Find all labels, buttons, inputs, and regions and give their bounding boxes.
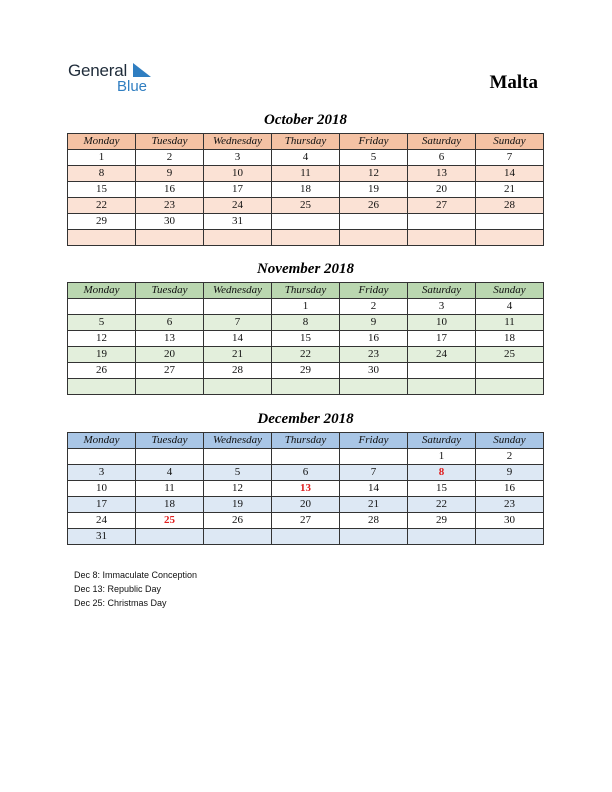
empty-day-cell bbox=[408, 379, 476, 395]
day-cell: 13 bbox=[272, 481, 340, 497]
weekday-header: Sunday bbox=[476, 134, 544, 150]
day-cell: 26 bbox=[68, 363, 136, 379]
week-row bbox=[68, 182, 544, 198]
day-cell: 17 bbox=[408, 331, 476, 347]
day-cell: 25 bbox=[476, 347, 544, 363]
weekday-header: Thursday bbox=[272, 134, 340, 150]
empty-day-cell bbox=[204, 449, 272, 465]
weekday-header: Thursday bbox=[272, 283, 340, 299]
day-cell: 12 bbox=[68, 331, 136, 347]
holiday-note: Dec 8: Immaculate Conception bbox=[74, 570, 198, 580]
day-cell: 19 bbox=[204, 497, 272, 513]
weekday-header: Sunday bbox=[476, 433, 544, 449]
day-cell: 28 bbox=[204, 363, 272, 379]
empty-day-cell bbox=[408, 363, 476, 379]
day-cell: 7 bbox=[204, 315, 272, 331]
day-cell: 27 bbox=[272, 513, 340, 529]
day-cell: 8 bbox=[272, 315, 340, 331]
empty-day-cell bbox=[272, 230, 340, 246]
day-cell: 29 bbox=[68, 214, 136, 230]
day-cell: 23 bbox=[340, 347, 408, 363]
empty-day-cell bbox=[68, 299, 136, 315]
day-cell: 22 bbox=[272, 347, 340, 363]
week-row bbox=[68, 331, 544, 347]
day-cell: 6 bbox=[136, 315, 204, 331]
day-cell: 26 bbox=[204, 513, 272, 529]
empty-day-cell bbox=[340, 214, 408, 230]
day-cell: 4 bbox=[272, 150, 340, 166]
week-row bbox=[68, 449, 544, 465]
day-cell: 26 bbox=[340, 198, 408, 214]
empty-day-cell bbox=[476, 214, 544, 230]
empty-day-cell bbox=[476, 363, 544, 379]
day-cell: 15 bbox=[68, 182, 136, 198]
day-cell: 1 bbox=[408, 449, 476, 465]
day-cell: 28 bbox=[476, 198, 544, 214]
day-cell: 4 bbox=[136, 465, 204, 481]
empty-day-cell bbox=[204, 230, 272, 246]
empty-day-cell bbox=[340, 379, 408, 395]
day-cell: 2 bbox=[476, 449, 544, 465]
empty-day-cell bbox=[68, 449, 136, 465]
empty-day-cell bbox=[204, 379, 272, 395]
day-cell: 29 bbox=[272, 363, 340, 379]
day-cell: 17 bbox=[204, 182, 272, 198]
day-cell: 10 bbox=[408, 315, 476, 331]
day-cell: 8 bbox=[408, 465, 476, 481]
day-cell: 20 bbox=[408, 182, 476, 198]
day-cell: 22 bbox=[408, 497, 476, 513]
empty-day-cell bbox=[204, 529, 272, 545]
month-title-november: November 2018 bbox=[256, 261, 355, 277]
day-cell: 4 bbox=[476, 299, 544, 315]
day-cell: 23 bbox=[476, 497, 544, 513]
week-row bbox=[68, 363, 544, 379]
weekday-header: Wednesday bbox=[204, 134, 272, 150]
day-cell: 20 bbox=[272, 497, 340, 513]
empty-day-cell bbox=[272, 449, 340, 465]
day-cell: 30 bbox=[476, 513, 544, 529]
weekday-header: Monday bbox=[68, 433, 136, 449]
empty-day-cell bbox=[272, 214, 340, 230]
day-cell: 20 bbox=[136, 347, 204, 363]
day-cell: 2 bbox=[136, 150, 204, 166]
day-cell: 15 bbox=[408, 481, 476, 497]
day-cell: 18 bbox=[476, 331, 544, 347]
empty-day-cell bbox=[272, 379, 340, 395]
weekday-header: Friday bbox=[340, 134, 408, 150]
week-row bbox=[68, 315, 544, 331]
empty-day-cell bbox=[136, 449, 204, 465]
empty-day-cell bbox=[408, 529, 476, 545]
weekday-header: Wednesday bbox=[204, 433, 272, 449]
week-row bbox=[68, 214, 544, 230]
day-cell: 14 bbox=[340, 481, 408, 497]
day-cell: 29 bbox=[408, 513, 476, 529]
holiday-note: Dec 25: Christmas Day bbox=[74, 598, 167, 608]
week-row bbox=[68, 379, 544, 395]
day-cell: 7 bbox=[340, 465, 408, 481]
day-cell: 3 bbox=[68, 465, 136, 481]
day-cell: 21 bbox=[476, 182, 544, 198]
day-cell: 17 bbox=[68, 497, 136, 513]
weekday-header: Friday bbox=[340, 433, 408, 449]
week-row bbox=[68, 299, 544, 315]
weekday-header: Monday bbox=[68, 283, 136, 299]
day-cell: 8 bbox=[68, 166, 136, 182]
week-row bbox=[68, 198, 544, 214]
day-cell: 7 bbox=[476, 150, 544, 166]
day-cell: 30 bbox=[136, 214, 204, 230]
logo bbox=[67, 60, 167, 100]
week-row bbox=[68, 230, 544, 246]
day-cell: 23 bbox=[136, 198, 204, 214]
country-title: Malta bbox=[489, 72, 538, 93]
empty-day-cell bbox=[68, 379, 136, 395]
day-cell: 22 bbox=[68, 198, 136, 214]
empty-day-cell bbox=[408, 230, 476, 246]
empty-day-cell bbox=[340, 449, 408, 465]
empty-day-cell bbox=[68, 230, 136, 246]
weekday-header-row bbox=[68, 283, 544, 299]
weekday-header: Saturday bbox=[408, 283, 476, 299]
day-cell: 5 bbox=[68, 315, 136, 331]
day-cell: 19 bbox=[340, 182, 408, 198]
weekday-header: Friday bbox=[340, 283, 408, 299]
weekday-header-row bbox=[68, 433, 544, 449]
day-cell: 14 bbox=[476, 166, 544, 182]
day-cell: 16 bbox=[136, 182, 204, 198]
weekday-header: Tuesday bbox=[136, 283, 204, 299]
holiday-notes bbox=[74, 568, 197, 610]
weekday-header: Wednesday bbox=[204, 283, 272, 299]
week-row bbox=[68, 513, 544, 529]
week-row bbox=[68, 529, 544, 545]
day-cell: 24 bbox=[408, 347, 476, 363]
day-cell: 6 bbox=[408, 150, 476, 166]
day-cell: 9 bbox=[136, 166, 204, 182]
weekday-header-row bbox=[68, 134, 544, 150]
day-cell: 11 bbox=[272, 166, 340, 182]
weekday-header: Thursday bbox=[272, 433, 340, 449]
day-cell: 28 bbox=[340, 513, 408, 529]
day-cell: 5 bbox=[340, 150, 408, 166]
day-cell: 24 bbox=[68, 513, 136, 529]
day-cell: 13 bbox=[136, 331, 204, 347]
day-cell: 9 bbox=[476, 465, 544, 481]
calendar-december bbox=[67, 432, 544, 545]
weekday-header: Sunday bbox=[476, 283, 544, 299]
weekday-header: Saturday bbox=[408, 433, 476, 449]
logo-blue-text: Blue bbox=[117, 78, 148, 95]
logo-general-text: General bbox=[68, 61, 128, 80]
empty-day-cell bbox=[204, 299, 272, 315]
month-title-october: October 2018 bbox=[264, 112, 347, 128]
empty-day-cell bbox=[408, 214, 476, 230]
day-cell: 14 bbox=[204, 331, 272, 347]
day-cell: 11 bbox=[136, 481, 204, 497]
day-cell: 18 bbox=[272, 182, 340, 198]
day-cell: 11 bbox=[476, 315, 544, 331]
day-cell: 24 bbox=[204, 198, 272, 214]
day-cell: 31 bbox=[204, 214, 272, 230]
day-cell: 27 bbox=[136, 363, 204, 379]
day-cell: 13 bbox=[408, 166, 476, 182]
day-cell: 9 bbox=[340, 315, 408, 331]
empty-day-cell bbox=[136, 230, 204, 246]
day-cell: 6 bbox=[272, 465, 340, 481]
day-cell: 1 bbox=[68, 150, 136, 166]
day-cell: 3 bbox=[204, 150, 272, 166]
weekday-header: Tuesday bbox=[136, 134, 204, 150]
week-row bbox=[68, 347, 544, 363]
empty-day-cell bbox=[136, 299, 204, 315]
week-row bbox=[68, 481, 544, 497]
day-cell: 25 bbox=[272, 198, 340, 214]
day-cell: 10 bbox=[68, 481, 136, 497]
day-cell: 21 bbox=[340, 497, 408, 513]
weekday-header: Tuesday bbox=[136, 433, 204, 449]
day-cell: 25 bbox=[136, 513, 204, 529]
weekday-header: Saturday bbox=[408, 134, 476, 150]
day-cell: 27 bbox=[408, 198, 476, 214]
day-cell: 5 bbox=[204, 465, 272, 481]
empty-day-cell bbox=[340, 529, 408, 545]
day-cell: 10 bbox=[204, 166, 272, 182]
logo-flag-icon bbox=[133, 63, 151, 77]
day-cell: 30 bbox=[340, 363, 408, 379]
empty-day-cell bbox=[136, 379, 204, 395]
day-cell: 2 bbox=[340, 299, 408, 315]
week-row bbox=[68, 497, 544, 513]
day-cell: 16 bbox=[476, 481, 544, 497]
holiday-note: Dec 13: Republic Day bbox=[74, 584, 162, 594]
empty-day-cell bbox=[476, 529, 544, 545]
week-row bbox=[68, 166, 544, 182]
day-cell: 3 bbox=[408, 299, 476, 315]
day-cell: 16 bbox=[340, 331, 408, 347]
day-cell: 12 bbox=[340, 166, 408, 182]
empty-day-cell bbox=[136, 529, 204, 545]
day-cell: 21 bbox=[204, 347, 272, 363]
day-cell: 19 bbox=[68, 347, 136, 363]
day-cell: 15 bbox=[272, 331, 340, 347]
week-row bbox=[68, 150, 544, 166]
weekday-header: Monday bbox=[68, 134, 136, 150]
day-cell: 18 bbox=[136, 497, 204, 513]
week-row bbox=[68, 465, 544, 481]
calendar-november bbox=[67, 282, 544, 395]
empty-day-cell bbox=[272, 529, 340, 545]
empty-day-cell bbox=[476, 379, 544, 395]
empty-day-cell bbox=[340, 230, 408, 246]
day-cell: 12 bbox=[204, 481, 272, 497]
month-title-december: December 2018 bbox=[257, 411, 354, 427]
day-cell: 1 bbox=[272, 299, 340, 315]
calendar-october bbox=[67, 133, 544, 246]
day-cell: 31 bbox=[68, 529, 136, 545]
empty-day-cell bbox=[476, 230, 544, 246]
